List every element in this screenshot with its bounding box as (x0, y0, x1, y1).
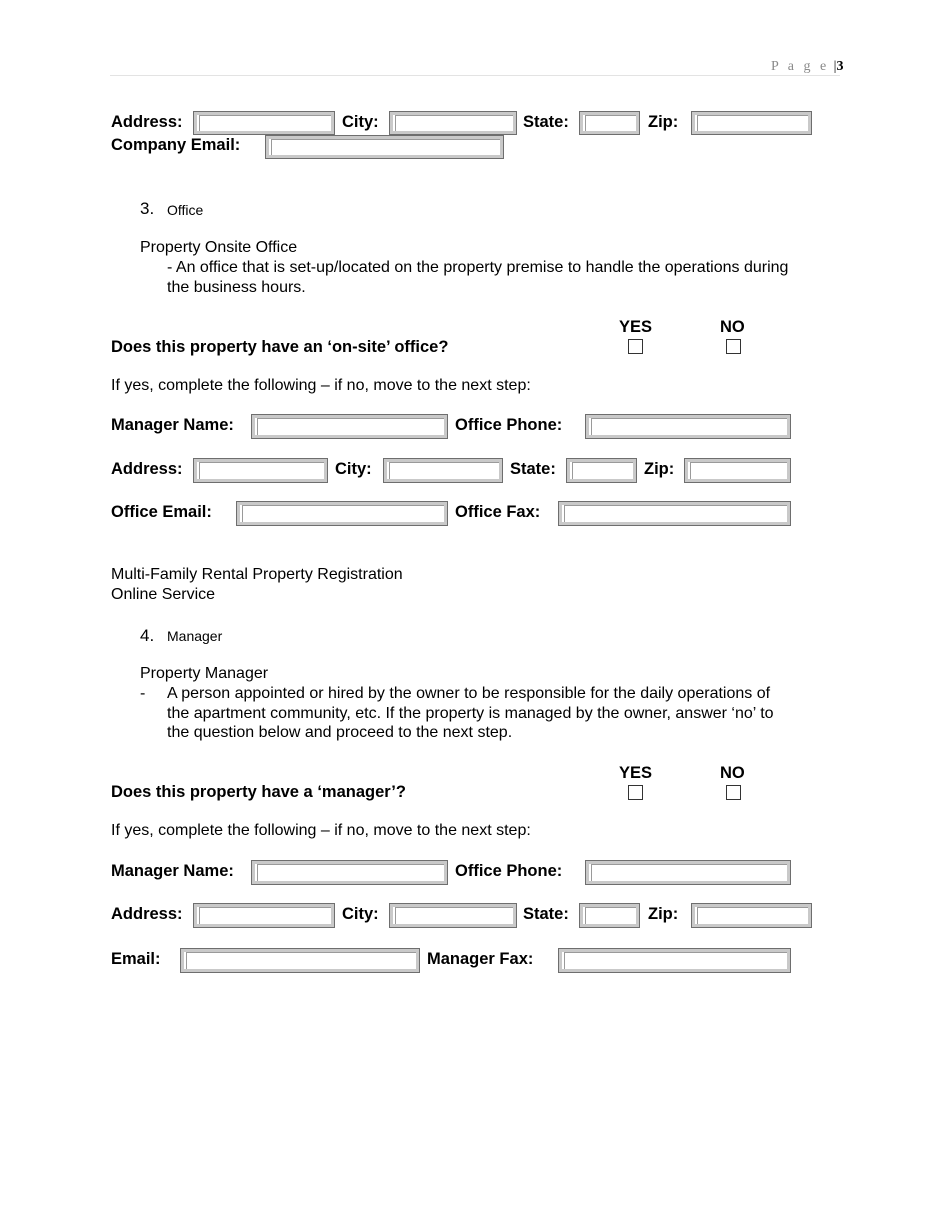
manager-no-checkbox[interactable] (726, 785, 741, 800)
top-city-input[interactable] (389, 111, 517, 135)
section3-question: Does this property have an ‘on-site’ office? (111, 338, 449, 356)
s3-manager-name-label: Manager Name: (111, 416, 234, 434)
section4-desc-line2: the apartment community, etc. If the property is managed by the owner, answer ‘no’ to (167, 705, 774, 722)
section4-question: Does this property have a ‘manager’? (111, 783, 406, 801)
top-state-label: State: (523, 113, 569, 131)
page-separator: | (833, 59, 837, 74)
s3-address-label: Address: (111, 460, 183, 478)
s4-address-label: Address: (111, 905, 183, 923)
company-email-label: Company Email: (111, 136, 241, 154)
s3-state-input[interactable] (566, 458, 637, 483)
header-rule (110, 75, 840, 76)
section3-desc-line1: - An office that is set-up/located on the property premise to handle the operations during (167, 259, 789, 276)
s3-zip-input[interactable] (684, 458, 791, 483)
s3-manager-name-input[interactable] (251, 414, 448, 439)
top-city-label: City: (342, 113, 379, 131)
s4-manager-name-input[interactable] (251, 860, 448, 885)
page-label: P a g e (771, 59, 830, 74)
s4-address-input[interactable] (193, 903, 335, 928)
section3-subtitle: Property Onsite Office (140, 239, 298, 256)
service-subtitle: Online Service (111, 586, 216, 603)
s3-state-label: State: (510, 460, 556, 478)
s4-email-label: Email: (111, 950, 161, 968)
section3-no-label: NO (720, 318, 745, 336)
top-zip-input[interactable] (691, 111, 812, 135)
onsite-office-no-checkbox[interactable] (726, 339, 741, 354)
s4-manager-fax-label: Manager Fax: (427, 950, 534, 968)
company-email-input[interactable] (265, 135, 504, 159)
section3-instruction: If yes, complete the following – if no, move to the next step: (111, 377, 531, 394)
top-state-input[interactable] (579, 111, 640, 135)
s4-city-input[interactable] (389, 903, 517, 928)
top-address-input[interactable] (193, 111, 335, 135)
section4-subtitle: Property Manager (140, 665, 269, 682)
section4-yes-label: YES (619, 764, 653, 782)
s4-manager-name-label: Manager Name: (111, 862, 234, 880)
s4-city-label: City: (342, 905, 379, 923)
s3-office-phone-input[interactable] (585, 414, 791, 439)
section3-desc-line2: the business hours. (167, 279, 306, 296)
s4-state-input[interactable] (579, 903, 640, 928)
section4-dash: - (140, 685, 146, 702)
s4-office-phone-input[interactable] (585, 860, 791, 885)
s4-state-label: State: (523, 905, 569, 923)
s4-email-input[interactable] (180, 948, 420, 973)
section4-instruction: If yes, complete the following – if no, move to the next step: (111, 822, 531, 839)
section3-number: 3. (140, 199, 155, 218)
s3-office-email-label: Office Email: (111, 503, 212, 521)
top-address-label: Address: (111, 113, 183, 131)
page-number: 3 (836, 59, 844, 74)
section4-desc-line3: the question below and proceed to the next step. (167, 724, 513, 741)
section4-no-label: NO (720, 764, 745, 782)
section3-title: Office (167, 202, 204, 218)
s3-address-input[interactable] (193, 458, 328, 483)
s3-office-fax-label: Office Fax: (455, 503, 541, 521)
section4-desc-line1: A person appointed or hired by the owner to be responsible for the daily operations of (167, 685, 771, 702)
service-title: Multi-Family Rental Property Registration (111, 566, 403, 583)
page-header (771, 57, 843, 75)
section4-number: 4. (140, 626, 155, 645)
section3-yes-label: YES (619, 318, 653, 336)
s3-city-input[interactable] (383, 458, 503, 483)
s3-zip-label: Zip: (644, 460, 675, 478)
s3-city-label: City: (335, 460, 372, 478)
s4-zip-label: Zip: (648, 905, 679, 923)
s3-office-phone-label: Office Phone: (455, 416, 563, 434)
section4-title: Manager (167, 628, 223, 644)
manager-yes-checkbox[interactable] (628, 785, 643, 800)
s4-zip-input[interactable] (691, 903, 812, 928)
onsite-office-yes-checkbox[interactable] (628, 339, 643, 354)
s3-office-fax-input[interactable] (558, 501, 791, 526)
top-zip-label: Zip: (648, 113, 679, 131)
s4-office-phone-label: Office Phone: (455, 862, 563, 880)
s4-manager-fax-input[interactable] (558, 948, 791, 973)
s3-office-email-input[interactable] (236, 501, 448, 526)
